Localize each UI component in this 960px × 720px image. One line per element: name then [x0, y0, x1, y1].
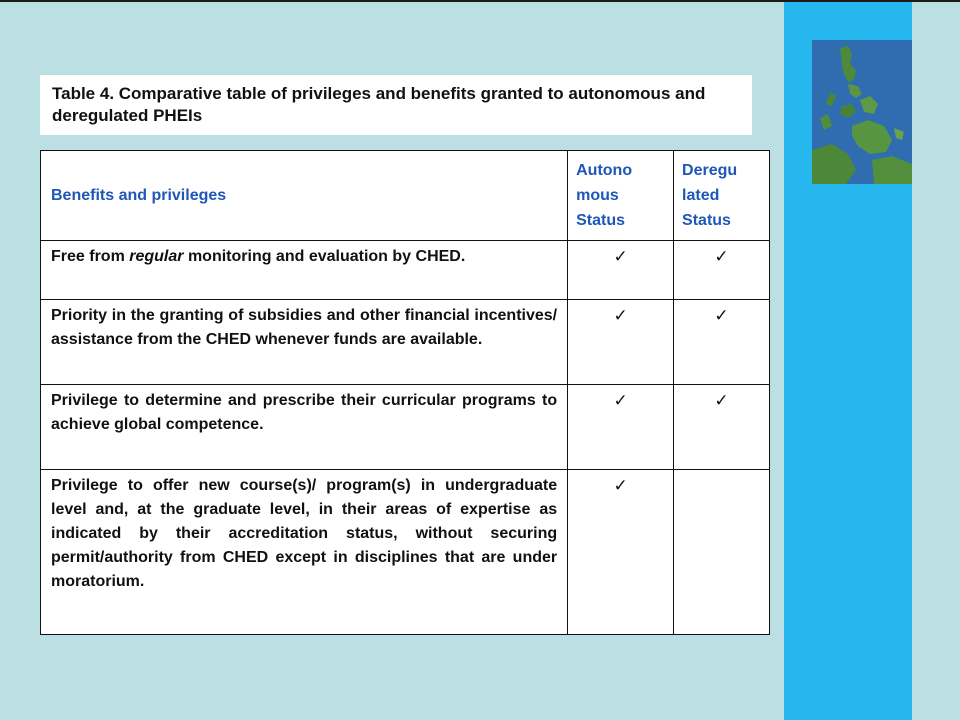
- benefit-cell: [41, 241, 568, 300]
- autonomous-check: ✓: [568, 385, 674, 470]
- benefit-cell: Privilege to offer new course(s)/ program(s) in undergraduate level and, at the graduate level, in their areas of expertise as indicated by their accreditation status, without securing permit/authority from CHED except in disciplines that are under moratorium.: [41, 470, 568, 635]
- benefit-text-emphasis: regular: [129, 248, 184, 265]
- header-deregulated-status: Deregu lated Status: [674, 151, 770, 241]
- deregulated-check: ✓: [674, 385, 770, 470]
- deregulated-check: [674, 470, 770, 635]
- autonomous-check: ✓: [568, 241, 674, 300]
- header-autonomous-status: Autono mous Status: [568, 151, 674, 241]
- table-row: [41, 385, 770, 470]
- deregulated-check: ✓: [674, 241, 770, 300]
- table-row: [41, 241, 770, 300]
- benefit-cell: Priority in the granting of subsidies and other financial incentives/ assistance from the CHED whenever funds are available.: [41, 300, 568, 385]
- table-row: [41, 470, 770, 635]
- table-title: Table 4. Comparative table of privileges and benefits granted to autonomous and deregulated PHEIs: [40, 75, 752, 135]
- benefit-text-start: Free from: [51, 248, 130, 265]
- table-header-row: [41, 151, 770, 241]
- autonomous-check: ✓: [568, 300, 674, 385]
- deregulated-check: ✓: [674, 300, 770, 385]
- benefit-cell: Privilege to determine and prescribe their curricular programs to achieve global competence.: [41, 385, 568, 470]
- philippines-map-image: [812, 40, 912, 184]
- benefit-text-end: monitoring and evaluation by CHED.: [183, 248, 466, 265]
- table-row: [41, 300, 770, 385]
- comparison-table: [40, 150, 770, 635]
- autonomous-check: ✓: [568, 470, 674, 635]
- header-benefits: Benefits and privileges: [41, 151, 568, 241]
